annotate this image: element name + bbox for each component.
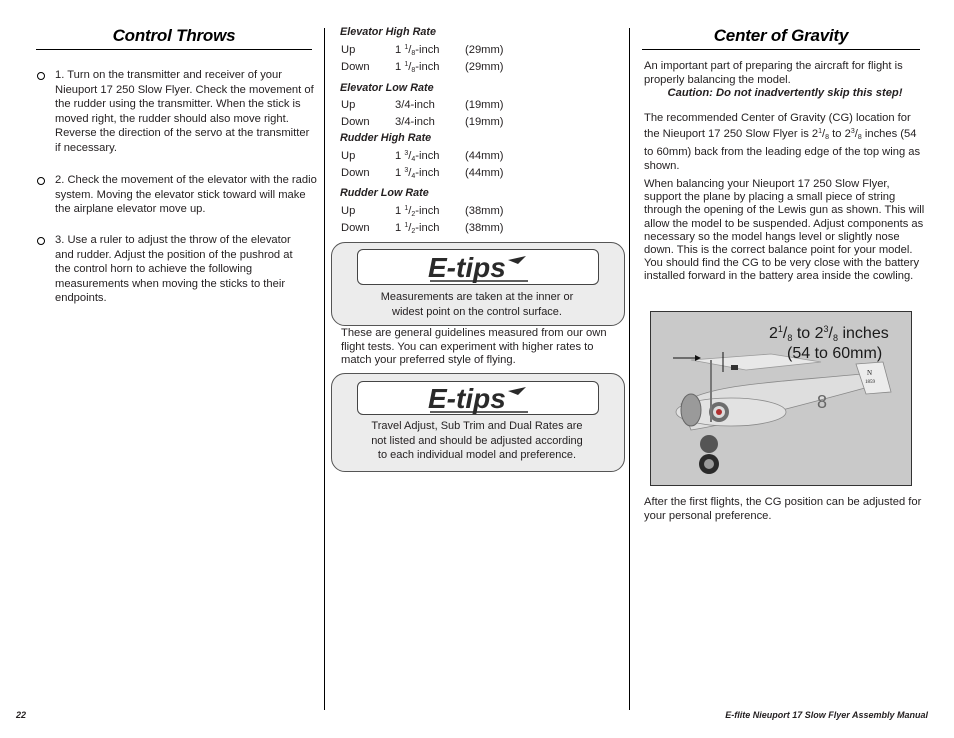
rate-direction: Up: [341, 99, 356, 111]
cg-recommended: The recommended Center of Gravity (CG) location for the Nieuport 17 250 Slow Flyer is $2^1/_8$ to $2^3/_8$ inches (54 to 60mm) back from the leading edge of the top wing as shown.: [644, 112, 921, 172]
etips-banner: [357, 249, 599, 285]
rate-title: Elevator Low Rate: [340, 82, 434, 94]
cg-after-flights: After the first flights, the CG position can be adjusted for your personal preference.: [644, 496, 922, 522]
column-divider-right: [629, 28, 630, 710]
bullet-icon: [37, 177, 45, 185]
rate-value: 3/4-inch: [395, 99, 435, 111]
rate-metric: (44mm): [465, 150, 504, 162]
svg-text:8: 8: [817, 392, 828, 412]
control-throws-step-2: 2. Check the movement of the elevator with the radio system. Moving the elevator stick toward will make the airplane elevator move up.: [55, 174, 317, 215]
rate-direction: Down: [341, 116, 370, 128]
rate-direction: Down: [341, 61, 370, 73]
svg-text:21/8 to 23/8 inches: $2^1/8$ to $2^3/8$ inches: [769, 324, 889, 343]
rate-metric: (38mm): [465, 222, 504, 234]
rate-value: 1 $^3/_4$-inch: [395, 167, 440, 180]
svg-text:N: N: [867, 369, 873, 377]
rate-direction: Up: [341, 150, 356, 162]
column-divider-left: [324, 28, 325, 710]
rate-metric: (29mm): [465, 44, 504, 56]
control-throws-step-1: 1. Turn on the transmitter and receiver of your Nieuport 17 250 Slow Flyer. Check the movement of the rudder using the transmitter. When the stick is moved right, the rudder should also move right. Reverse the direction of the servo at the transmitter if necessary.: [55, 69, 314, 154]
svg-text:1859: 1859: [865, 380, 875, 385]
center-of-gravity-heading: Center of Gravity: [713, 26, 849, 45]
rate-metric: (19mm): [465, 116, 504, 128]
rate-title: Rudder High Rate: [340, 132, 432, 144]
svg-text:E-tips: E-tips: [428, 383, 506, 414]
cg-photo: [650, 311, 912, 486]
rate-value: 1 $^3/_4$-inch: [395, 150, 440, 163]
rate-direction: Up: [341, 44, 356, 56]
rate-direction: Up: [341, 205, 356, 217]
rate-value: 1 $^1/_2$-inch: [395, 205, 440, 218]
etips-logo: [358, 250, 598, 284]
rate-value: 3/4-inch: [395, 116, 435, 128]
rate-direction: Down: [341, 222, 370, 234]
cg-intro: An important part of preparing the aircraft for flight is properly balancing the model.: [644, 60, 903, 86]
control-throws-step-3: 3. Use a ruler to adjust the throw of the elevator and rudder. Adjust the position of the pushrod at the control horn to achieve the following measurements when moving the sticks to their endpoints.: [55, 234, 293, 304]
manual-title: E-flite Nieuport 17 Slow Flyer Assembly Manual: [725, 710, 928, 720]
etips-text-2: Travel Adjust, Sub Trim and Dual Rates are not listed and should be adjusted according to each individual model and preference.: [371, 420, 583, 461]
page-number: 22: [16, 710, 27, 720]
rate-metric: (38mm): [465, 205, 504, 217]
rate-metric: (29mm): [465, 61, 504, 73]
svg-text:E-tips: E-tips: [428, 252, 506, 283]
heading-rule: [642, 49, 920, 50]
general-guidelines: These are general guidelines measured from our own flight tests. You can experiment with higher rates to match your preferred style of flying.: [341, 327, 607, 366]
bullet-icon: [37, 237, 45, 245]
airplane-photo: [651, 312, 911, 485]
rate-value: 1 $^1/_8$-inch: [395, 61, 440, 74]
etips-text-1: Measurements are taken at the inner or widest point on the control surface.: [380, 291, 574, 318]
cg-balancing: When balancing your Nieuport 17 250 Slow Flyer, support the plane by placing a small piece of string through the opening of the Lewis gun as shown. This will allow the model to be suspended. Adjust components as necessary so the model hangs level or slightly nose down. This is the correct balance point for your model. You should find the CG to be very close with the battery installed forward in the battery area inside the cowling.: [644, 178, 925, 283]
cg-caution: Caution: Do not inadvertently skip this step!: [667, 87, 903, 99]
rate-direction: Down: [341, 167, 370, 179]
bullet-icon: [37, 72, 45, 80]
svg-text:(54 to 60mm): (54 to 60mm): [787, 345, 883, 362]
rate-metric: (44mm): [465, 167, 504, 179]
heading-rule: [36, 49, 312, 50]
etips-box-1: [331, 242, 625, 326]
etips-banner: [357, 381, 599, 415]
rate-value: 1 $^1/_8$-inch: [395, 44, 440, 57]
rate-title: Rudder Low Rate: [340, 187, 429, 199]
rate-metric: (19mm): [465, 99, 504, 111]
control-throws-heading: Control Throws: [112, 26, 236, 45]
rate-value: 1 $^1/_2$-inch: [395, 222, 440, 235]
etips-box-2: [331, 373, 625, 472]
etips-logo: [358, 382, 598, 414]
rate-title: Elevator High Rate: [340, 26, 436, 38]
